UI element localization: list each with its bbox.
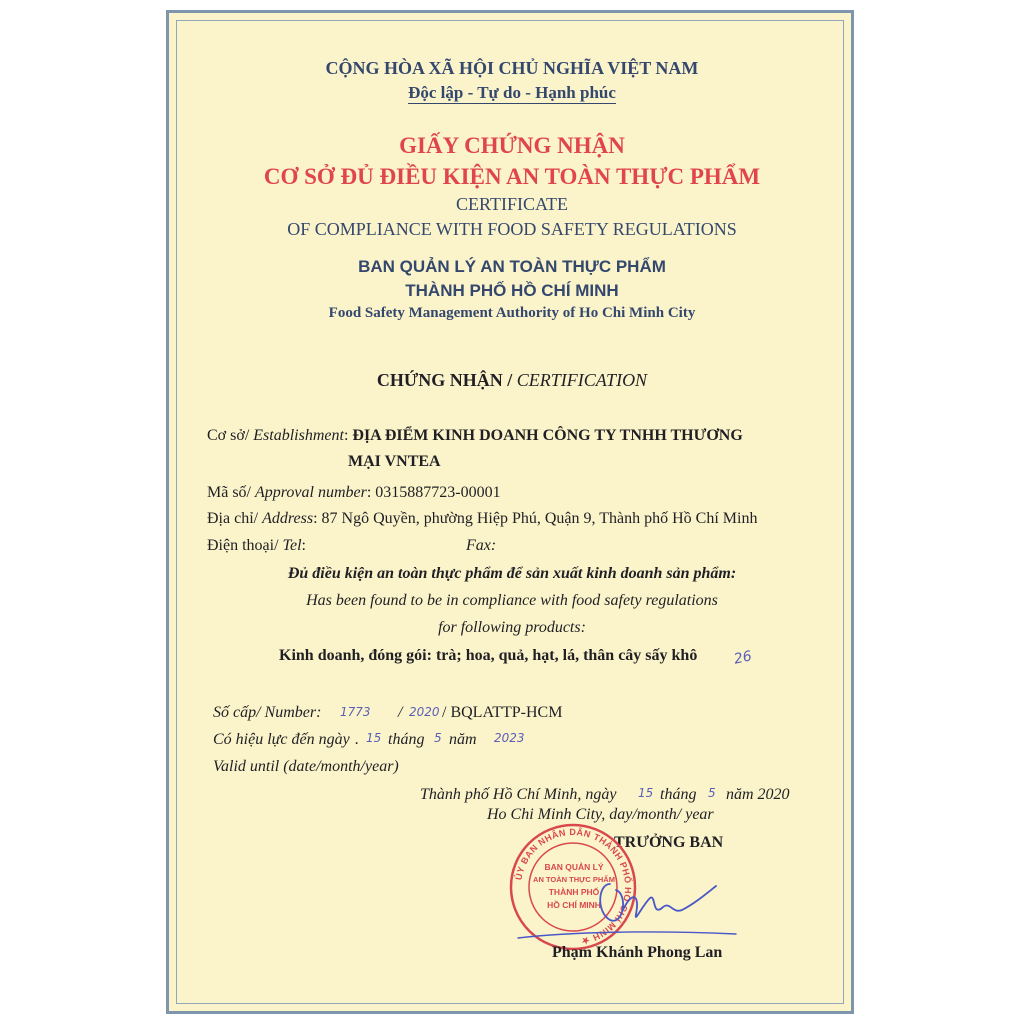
svg-text:THÀNH PHỐ: THÀNH PHỐ [548,887,600,897]
svg-text:ỦY BAN NHÂN DÂN THÀNH PHỐ HỒ C: ỦY BAN NHÂN DÂN THÀNH PHỐ HỒ CHÍ MINH ★ [513,826,634,947]
compliance-en-line2: for following products: [438,619,586,636]
validity-label: Có hiệu lực đến ngày [213,731,350,748]
validity-month-label: tháng [388,731,425,748]
phone-label: Điện thoại/ [207,537,279,554]
motto-text: Độc lập - Tự do - Hạnh phúc [408,83,616,102]
fax-label: Fax [466,537,491,554]
approval-label-en: Approval number [255,484,367,501]
national-motto [0,83,1024,103]
title-en-line2: OF COMPLIANCE WITH FOOD SAFETY REGULATIONS [287,219,737,239]
approval-label: Mã số/ [207,484,251,501]
number-suffix: / BQLATTP-HCM [442,704,563,721]
establishment-value-line1: ĐỊA ĐIỂM KINH DOANH CÔNG TY TNHH THƯƠNG [352,427,743,444]
svg-text:AN TOÀN THỰC PHẨM: AN TOÀN THỰC PHẨM [533,875,615,884]
establishment-row: Cơ sở/ Establishment: ĐỊA ĐIỂM KINH DOANH CÔNG TY TNHH THƯƠNG [207,427,743,444]
issue-year-text: năm 2020 [726,786,790,803]
svg-text:BAN QUẢN LÝ: BAN QUẢN LÝ [544,862,604,872]
address-label-en: Address [262,510,314,527]
title-en-line1: CERTIFICATE [456,194,568,214]
certification-heading-en: CERTIFICATION [516,370,648,390]
authority-en: Food Safety Management Authority of Ho Chi Minh City [328,305,696,321]
signature [510,864,740,944]
number-label: Số cấp/ Number: [213,704,322,721]
approval-value: 0315887723-00001 [375,484,501,501]
issue-en: Ho Chi Minh City, day/month/ year [487,806,714,823]
handwritten-initials: 26 [732,648,754,668]
title-vi-line1: GIẤY CHỨNG NHẬN [399,133,625,158]
address-row: Địa chỉ/ Address: 87 Ngô Quyền, phường Hiệp Phú, Quận 9, Thành phố Hồ Chí Minh [207,510,758,527]
validity-day: 15 [366,731,382,745]
issue-city-date-label: Thành phố Hồ Chí Minh, ngày [420,786,617,803]
compliance-en-line1: Has been found to be in compliance with food safety regulations [306,592,718,609]
address-label: Địa chỉ/ [207,510,259,527]
svg-text:HỒ CHÍ MINH: HỒ CHÍ MINH [547,900,601,910]
validity-year: 2023 [494,731,525,745]
establishment-label-en: Establishment [253,427,344,444]
phone-row: Điện thoại/ Tel: [207,537,306,554]
validity-month: 5 [434,731,442,745]
products-value: Kinh doanh, đóng gói: trà; hoa, quả, hạt, lá, thân cây sấy khô [279,647,698,664]
approval-row: Mã số/ Approval number: 0315887723-00001 [207,484,501,501]
authority-vi-line2: THÀNH PHỐ HỒ CHÍ MINH [405,281,619,300]
validity-en: Valid until (date/month/year) [213,758,399,775]
validity-dots1: . [355,731,359,748]
title-vi-line2: CƠ SỞ ĐỦ ĐIỀU KIỆN AN TOÀN THỰC PHẨM [263,164,761,189]
issue-day: 15 [638,786,654,800]
phone-label-en: Tel [282,537,302,554]
establishment-label: Cơ sở/ [207,427,250,444]
country-name: CỘNG HÒA XÃ HỘI CHỦ NGHĨA VIỆT NAM [325,58,699,78]
authority-vi-line1: BAN QUẢN LÝ AN TOÀN THỰC PHẨM [358,257,666,276]
certification-heading [0,370,1024,391]
number-year: 2020 [409,705,440,719]
fax-label-row: Fax: [466,537,497,554]
signatory-title: TRƯỞNG BAN [614,834,724,851]
issue-month-label: tháng [660,786,697,803]
number-sep: / [398,704,403,721]
certification-heading-vi: CHỨNG NHẬN / [376,370,513,390]
issue-month: 5 [708,786,716,800]
compliance-vi: Đủ điều kiện an toàn thực phẩm để sản xuất kinh doanh sản phẩm: [287,565,737,582]
establishment-value-line2: MẠI VNTEA [348,453,441,470]
address-value: 87 Ngô Quyền, phường Hiệp Phú, Quận 9, Thành phố Hồ Chí Minh [321,510,758,527]
number-seq: 1773 [340,705,371,719]
validity-year-label: năm [449,731,477,748]
products-row [279,647,697,665]
signatory-name: Phạm Khánh Phong Lan [552,944,723,961]
